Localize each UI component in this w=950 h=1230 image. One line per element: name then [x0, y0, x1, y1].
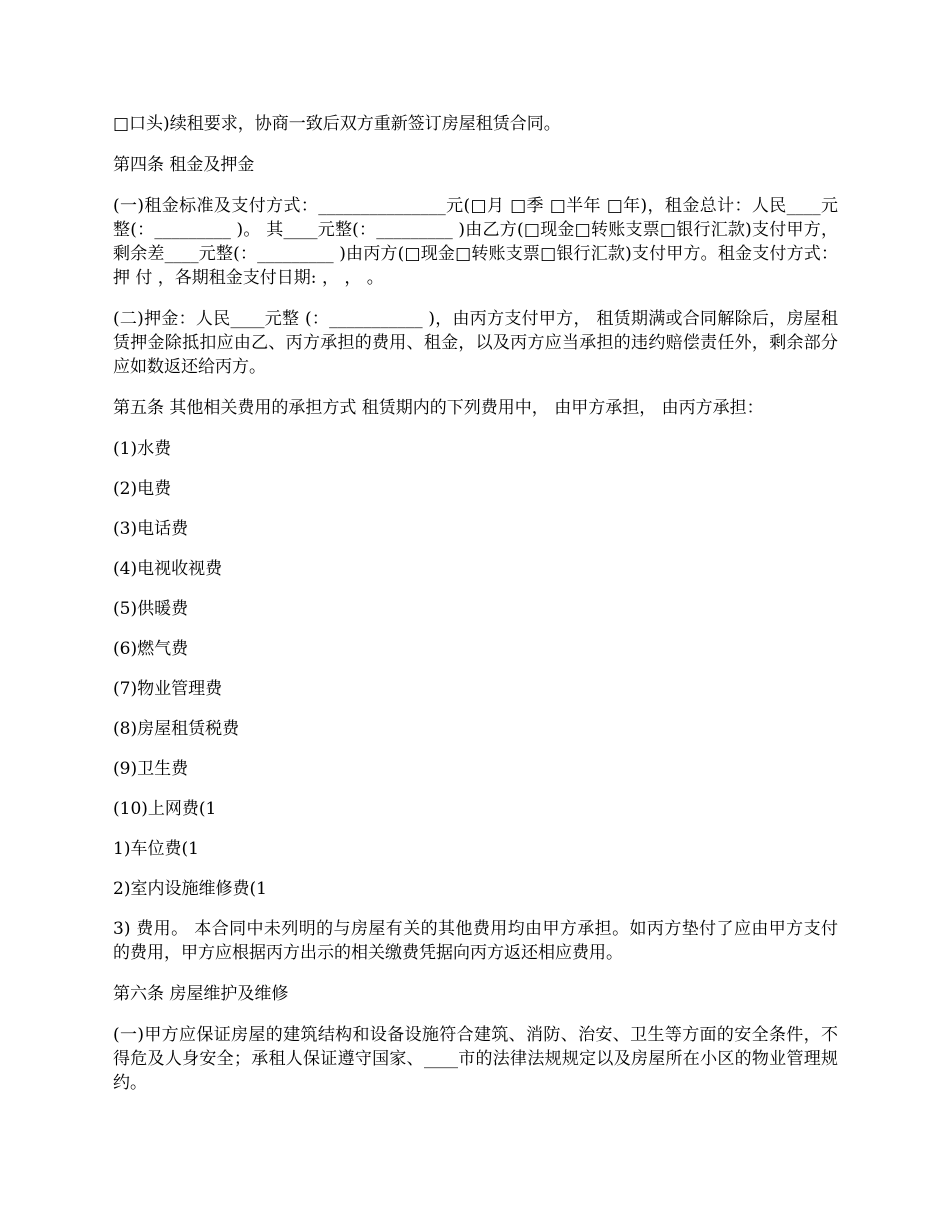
paragraph-maintenance: (一)甲方应保证房屋的建筑结构和设备设施符合建筑、消防、治安、卫生等方面的安全条件，不得危及人身安全；承租人保证遵守国家、____市的法律法规规定以及房屋所在小区的物业管理规约。 — [113, 1025, 838, 1093]
fee-item: (8)房屋租赁税费 — [113, 719, 240, 739]
paragraph-rent-standard: (一)租金标准及支付方式：_______________元(□月 □季 □半年 □年)，租金总计：人民____元整(：_________ )。 其____元整(：_________ )由乙方(□现金□转账支票□银行汇款)支付甲方，剩余差____元整(：_________ )由丙方(□现金□转账支票□银行汇款)支付甲方。租金支付方式：押 付 ，各期租金支付日期: ， ， 。 — [113, 196, 838, 288]
paragraph-other-fees: 3) 费用。 本合同中未列明的与房屋有关的其他费用均由甲方承担。如丙方垫付了应由甲方支付的费用，甲方应根据丙方出示的相关缴费凭据向丙方返还相应费用。 — [113, 919, 838, 963]
fee-item: (6)燃气费 — [113, 639, 189, 659]
paragraph-deposit: (二)押金：人民____元整 (：___________ )，由丙方支付甲方， 租赁期满或合同解除后，房屋租赁押金除抵扣应由乙、丙方承担的费用、租金，以及丙方应当承担的违约赔偿责任外，剩余部分应如数返还给丙方。 — [113, 309, 838, 377]
fee-item: (4)电视收视费 — [113, 559, 223, 579]
heading-article-6: 第六条 房屋维护及维修 — [113, 984, 289, 1004]
heading-article-5: 第五条 其他相关费用的承担方式 租赁期内的下列费用中， 由甲方承担， 由丙方承担： — [113, 398, 764, 418]
fee-item: 1)车位费(1 — [113, 839, 199, 859]
heading-article-4: 第四条 租金及押金 — [113, 155, 255, 175]
paragraph-renewal: □口头)续租要求，协商一致后双方重新签订房屋租赁合同。 — [113, 114, 561, 134]
fee-item: (5)供暖费 — [113, 599, 189, 619]
fee-item: (1)水费 — [113, 439, 172, 459]
fee-item: (9)卫生费 — [113, 759, 189, 779]
fee-item: (7)物业管理费 — [113, 679, 223, 699]
document-body — [113, 112, 838, 1112]
fee-item: (10)上网费(1 — [113, 799, 217, 819]
fee-item: (3)电话费 — [113, 519, 189, 539]
fee-item: 2)室内设施维修费(1 — [113, 879, 267, 899]
fee-item: (2)电费 — [113, 479, 172, 499]
